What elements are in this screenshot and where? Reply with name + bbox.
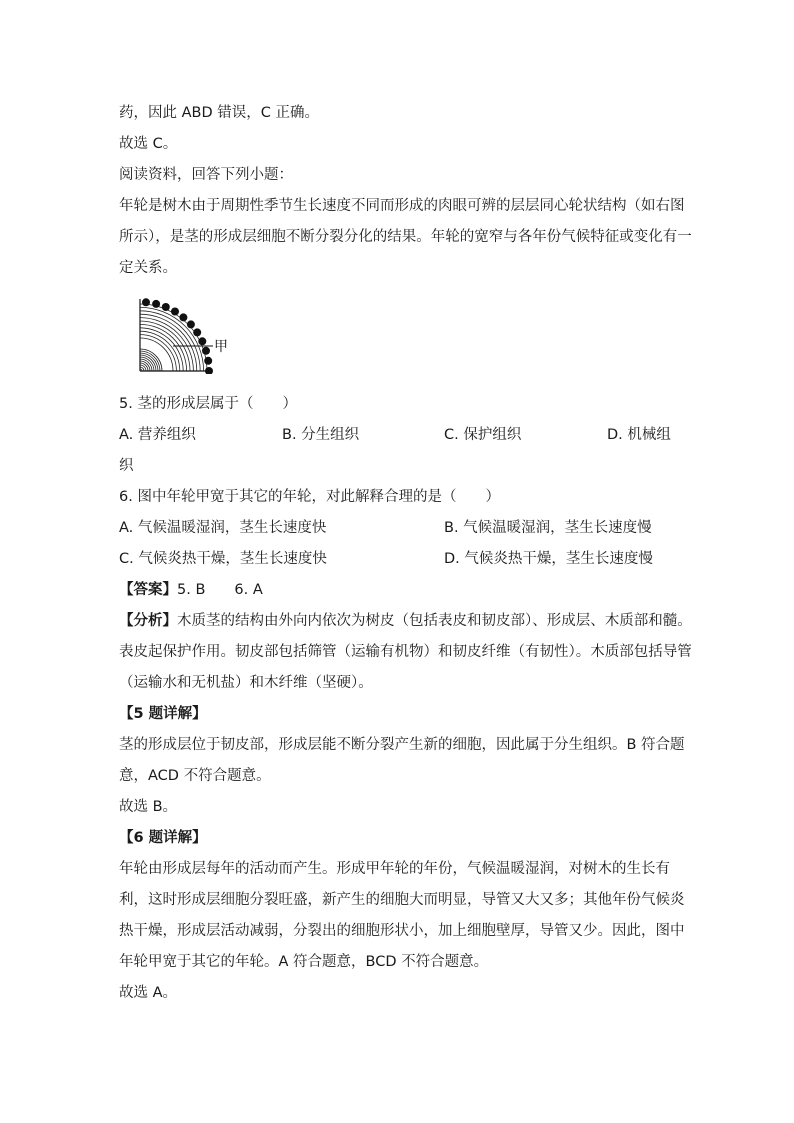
bark-bump	[187, 320, 195, 328]
q5-option-b: B. 分生组织	[282, 427, 360, 443]
tree-ring-diagram	[137, 296, 237, 374]
bark-bump	[171, 308, 179, 316]
text-line: 年轮由形成层每年的活动而产生。形成甲年轮的年份，气候温暖湿润，对树木的生长有	[119, 861, 670, 877]
text-line: 药，因此 ABD 错误，C 正确。	[119, 105, 319, 121]
answer-line	[119, 580, 263, 600]
text-line: 定关系。	[119, 260, 177, 276]
growth-ring	[137, 311, 200, 374]
text-line: 年轮是树木由于周期性季节生长速度不同而形成的肉眼可辨的层层同心轮状结构（如右图	[119, 198, 685, 214]
question-5-stem: 5. 茎的形成层属于（ ）	[119, 396, 297, 412]
q6-option-b: B. 气候温暖湿润，茎生长速度慢	[444, 520, 652, 536]
growth-rings	[137, 304, 207, 374]
tree-ring-figure	[137, 296, 237, 374]
growth-ring	[137, 363, 148, 374]
answer-text: 5. B 6. A	[177, 582, 263, 598]
analysis-line	[119, 611, 692, 631]
text-line: 利，这时形成层细胞分裂旺盛，新产生的细胞大而明显，导管又大又多；其他年份气候炎	[119, 892, 685, 908]
q6-option-d: D. 气候炎热干燥，茎生长速度慢	[444, 551, 653, 567]
text-line: 茎的形成层位于韧皮部，形成层能不断分裂产生新的细胞，因此属于分生组织。B 符合题	[119, 737, 685, 753]
q6-option-a: A. 气候温暖湿润，茎生长速度快	[119, 520, 327, 536]
detail-5-conclusion: 故选 B。	[119, 799, 178, 815]
detail-6-conclusion: 故选 A。	[119, 985, 178, 1001]
ring-label-jia: 甲	[214, 339, 228, 355]
bark-bump	[193, 328, 201, 336]
bark-bump	[152, 300, 160, 308]
bark-bump	[198, 337, 206, 345]
q6-option-c: C. 气候炎热干燥，茎生长速度快	[119, 551, 327, 567]
text-line: 阅读资料，回答下列小题：	[119, 167, 293, 183]
detail-5-heading: 【5 题详解】	[119, 706, 207, 722]
q5-option-d-wrap: 织	[119, 458, 134, 474]
question-6-stem: 6. 图中年轮甲宽于其它的年轮，对此解释合理的是（ ）	[119, 489, 500, 505]
text-line: （运输水和无机盐）和木纤维（坚硬）。	[119, 675, 373, 691]
bark-bump	[162, 303, 170, 311]
growth-ring	[137, 331, 180, 374]
text-line: 意，ACD 不符合题意。	[119, 768, 271, 784]
text-line: 表皮起保护作用。韧皮部包括筛管（运输有机物）和韧皮纤维（有韧性）。木质部包括导管	[119, 644, 692, 660]
q5-option-d: D. 机械组	[607, 427, 671, 443]
bark-edge	[142, 298, 213, 374]
analysis-tag: 【分析】	[119, 613, 177, 629]
bark-bump	[179, 313, 187, 321]
q5-option-a: A. 营养组织	[119, 427, 196, 443]
analysis-text: 木质茎的结构由外向内依次为树皮（包括表皮和韧皮部）、形成层、木质部和髓。	[177, 613, 692, 629]
bark-bump	[142, 298, 150, 306]
text-line: 热干燥，形成层活动减弱，分裂出的细胞形状小，加上细胞壁厚，导管又少。因此，图中	[119, 923, 685, 939]
text-line: 所示），是茎的形成层细胞不断分裂分化的结果。年轮的宽窄与各年份气候特征或变化有一	[119, 229, 692, 245]
q5-option-c: C. 保护组织	[444, 427, 522, 443]
text-line: 年轮甲宽于其它的年轮。A 符合题意，BCD 不符合题意。	[119, 954, 489, 970]
growth-ring	[137, 361, 150, 374]
growth-ring	[137, 338, 173, 374]
bark-bump	[204, 357, 212, 365]
text-line: 故选 C。	[119, 136, 178, 152]
detail-6-heading: 【6 题详解】	[119, 830, 207, 846]
bark-bump	[202, 347, 210, 355]
answer-tag: 【答案】	[119, 582, 177, 598]
